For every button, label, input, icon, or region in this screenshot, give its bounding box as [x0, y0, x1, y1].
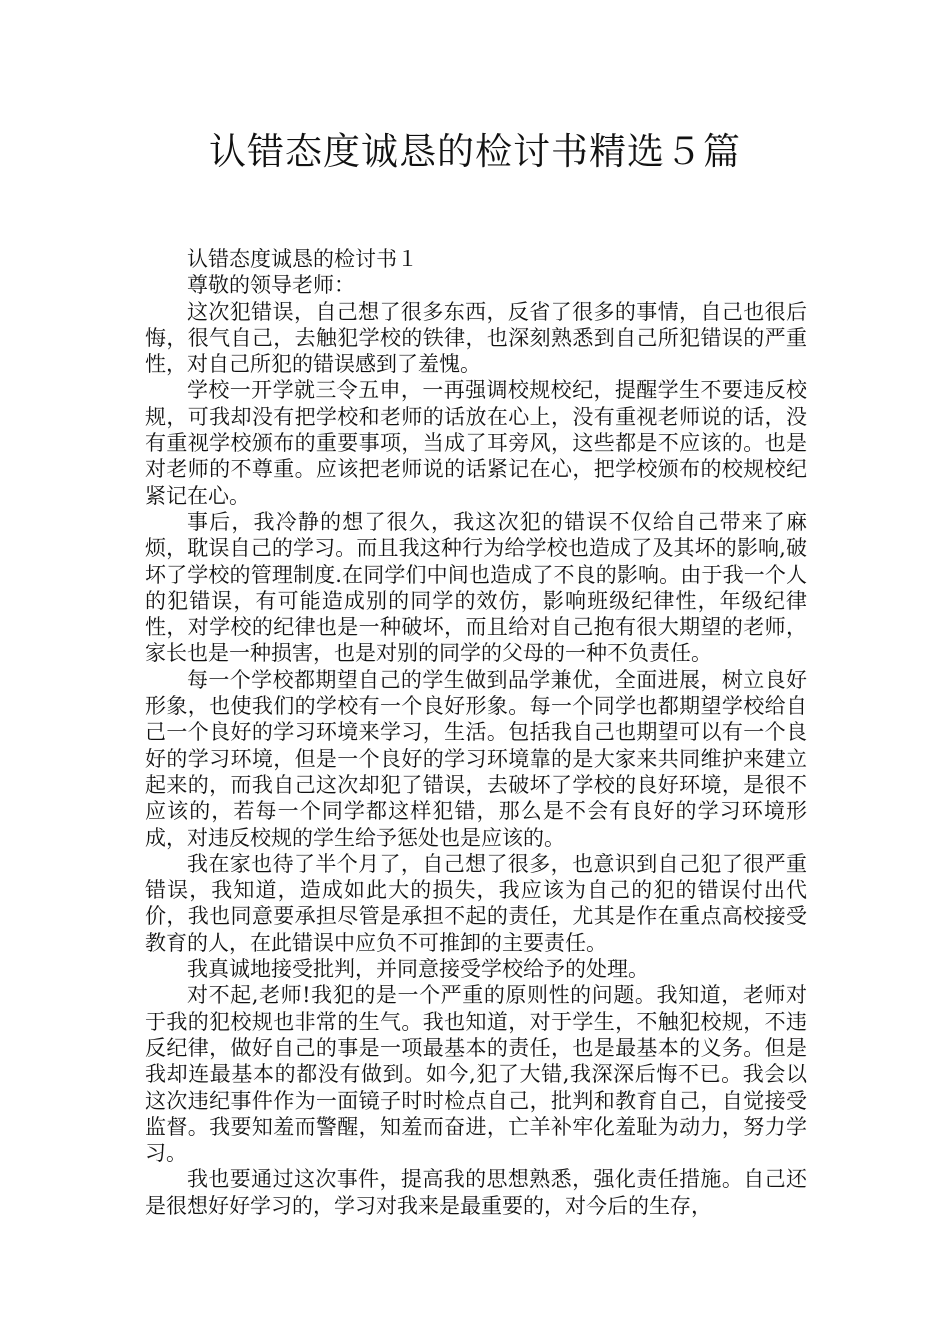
body-paragraph: 我真诚地接受批判，并同意接受学校给予的处理。 — [187, 957, 649, 982]
body-paragraph: 对不起,老师!我犯的是一个严重的原则性的问题。我知道，老师对于我的犯校规也非常的生气。我也知道，对于学生，不触犯校规，不违反纪律，做好自己的事是一项最基本的责任，也是最基本的义务。但是我却连最基本的都没有做到。如今,犯了大错,我深深后悔不已。我会以这次违纪事件作为一面镜子时时检点自己，批判和教育自己，自觉接受监督。我要知羞而警醒，知羞而奋进，亡羊补牢化羞耻为动力，努力学习。 — [145, 983, 807, 1166]
document-title: 认错态度诚恳的检讨书精选５篇 — [209, 130, 741, 173]
body-paragraph: 我在家也待了半个月了，自己想了很多，也意识到自己犯了很严重错误，我知道，造成如此大的损失，我应该为自己的犯的错误付出代价，我也同意要承担尽管是承担不起的责任，尤其是作在重点高校接受教育的人，在此错误中应负不可推卸的主要责任。 — [145, 851, 807, 955]
body-paragraph: 每一个学校都期望自己的学生做到品学兼优，全面进展，树立良好形象，也使我们的学校有一个良好形象。每一个同学也都期望学校给自己一个良好的学习环境来学习，生活。包括我自己也期望可以有一个良好的学习环境，但是一个良好的学习环境靠的是大家来共同维护来建立起来的，而我自己这次却犯了错误，去破坏了学校的良好环境，是很不应该的，若每一个同学都这样犯错，那么是不会有良好的学习环境形成，对违反校规的学生给予惩处也是应该的。 — [145, 667, 807, 850]
document-body — [145, 246, 807, 1219]
body-paragraph: 学校一开学就三令五申，一再强调校规校纪，提醒学生不要违反校规，可我却没有把学校和老师的话放在心上，没有重视老师说的话，没有重视学校颁布的重要事项，当成了耳旁风，这些都是不应该的。也是对老师的不尊重。应该把老师说的话紧记在心，把学校颁布的校规校纪紧记在心。 — [145, 378, 807, 508]
body-paragraph: 我也要通过这次事件，提高我的思想熟悉，强化责任措施。自己还是很想好好学习的，学习对我来是最重要的，对今后的生存， — [145, 1167, 807, 1218]
salutation: 尊敬的领导老师： — [187, 273, 355, 298]
body-paragraph: 这次犯错误，自己想了很多东西，反省了很多的事情，自己也很后悔，很气自己，去触犯学校的铁律，也深刻熟悉到自己所犯错误的严重性，对自己所犯的错误感到了羞愧。 — [145, 299, 807, 377]
body-paragraph: 事后，我冷静的想了很久，我这次犯的错误不仅给自己带来了麻烦，耽误自己的学习。而且我这种行为给学校也造成了及其坏的影响,破坏了学校的管理制度.在同学们中间也造成了不良的影响。由于我一个人的犯错误，有可能造成别的同学的效仿，影响班级纪律性，年级纪律性，对学校的纪律也是一种破坏，而且给对自己抱有很大期望的老师，家长也是一种损害，也是对别的同学的父母的一种不负责任。 — [145, 509, 807, 666]
section-heading: 认错态度诚恳的检讨书１ — [187, 247, 418, 271]
